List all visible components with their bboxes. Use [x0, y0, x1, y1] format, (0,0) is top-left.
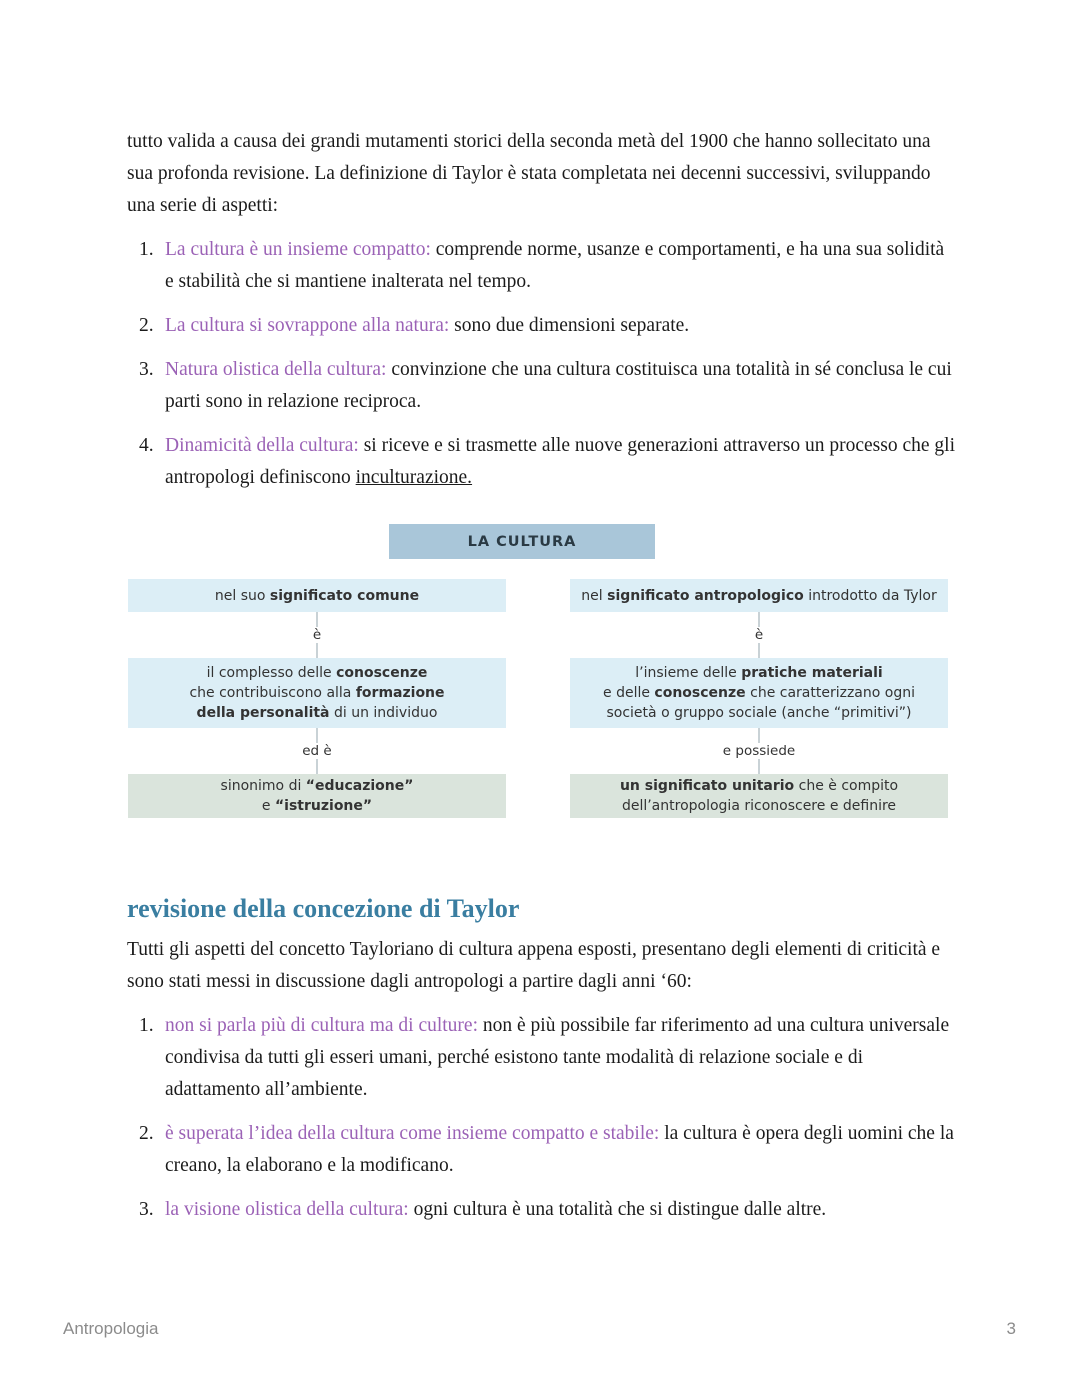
footer-subject: Antropologia: [63, 1319, 159, 1338]
list-number: 2.: [139, 1123, 154, 1144]
text-fragment-bold: della personalità: [196, 705, 330, 721]
right-middle-box: [570, 658, 948, 728]
item-highlight: la visione olistica della cultura:: [165, 1199, 409, 1220]
item-text: sono due dimensioni separate.: [449, 315, 690, 336]
left-connector-1: [128, 612, 506, 658]
text-fragment: il complesso delle: [206, 665, 337, 681]
text-fragment-bold: “istruzione”: [274, 798, 373, 814]
revision-list: [127, 1010, 957, 1226]
right-connector-2: [570, 728, 948, 774]
left-middle-box: [128, 658, 506, 728]
left-bottom-box: [128, 774, 506, 818]
item-highlight: La cultura è un insieme compatto:: [165, 239, 431, 260]
list-number: 1.: [139, 239, 154, 260]
text-fragment-bold: conoscenze: [654, 685, 746, 701]
list-item: [127, 1010, 957, 1106]
page-content: [127, 126, 957, 1238]
item-highlight: è superata l’idea della cultura come insieme compatto e stabile:: [165, 1123, 660, 1144]
connector-label: è: [310, 627, 324, 643]
text-fragment-bold: significato comune: [269, 587, 420, 604]
right-bottom-box: [570, 774, 948, 818]
underlined-term: inculturazione.: [355, 467, 473, 488]
text-fragment: sinonimo di: [220, 778, 306, 794]
text-fragment: dell’antropologia riconoscere e definire: [621, 798, 897, 814]
list-number: 4.: [139, 435, 154, 456]
item-text: comprende norme, usanze e comportamenti, e ha una sua solidità e stabilità che si mantiene inalterata nel tempo.: [165, 239, 945, 292]
list-item: [127, 310, 957, 342]
item-highlight: non si parla più di cultura ma di culture:: [165, 1015, 478, 1036]
list-item: [127, 1118, 957, 1182]
culture-diagram: [127, 524, 957, 854]
list-item: [127, 430, 957, 494]
section-heading: revisione della concezione di Taylor: [127, 894, 520, 923]
text-fragment: e delle: [603, 685, 655, 701]
aspects-list: [127, 234, 957, 494]
intro-paragraph: tutto valida a causa dei grandi mutamenti storici della seconda metà del 1900 che hanno sollecitato una sua profonda revisione. La definizione di Taylor è stata completata nei decenni successivi, sviluppando una serie di aspetti:: [127, 131, 931, 216]
connector-label: e possiede: [720, 743, 798, 759]
item-text: si riceve e si trasmette alle nuove generazioni attraverso un processo che gli antropologi definiscono: [165, 435, 955, 488]
connector-label: è: [752, 627, 766, 643]
list-number: 1.: [139, 1015, 154, 1036]
item-text: non è più possibile far riferimento ad una cultura universale condivisa da tutti gli esseri umani, perché esistono tante modalità di relazione sociale e di adattamento all’ambiente.: [165, 1015, 950, 1100]
text-fragment-bold: “educazione”: [305, 778, 414, 794]
diagram-title: LA CULTURA: [389, 524, 655, 559]
item-highlight: Dinamicità della cultura:: [165, 435, 359, 456]
text-fragment-bold: conoscenze: [336, 665, 428, 681]
page-number: 3: [1006, 1319, 1016, 1338]
list-item: [127, 354, 957, 418]
text-fragment: società o gruppo sociale (anche “primitivi”): [606, 705, 912, 721]
text-fragment-bold: significato antropologico: [607, 587, 804, 604]
item-text: convinzione che una cultura costituisca una totalità in sé conclusa le cui parti sono in relazione reciproca.: [165, 359, 952, 412]
left-connector-2: [128, 728, 506, 774]
text-fragment: di un individuo: [329, 705, 438, 721]
text-fragment-bold: pratiche materiali: [741, 665, 883, 681]
text-fragment: introdotto da Tylor: [803, 587, 937, 604]
text-fragment: e: [261, 798, 275, 814]
left-top-box: [128, 579, 506, 612]
right-top-box: [570, 579, 948, 612]
text-fragment-bold: un significato unitario: [619, 778, 795, 794]
text-fragment: che caratterizzano ogni: [745, 685, 915, 701]
text-fragment: l’insieme delle: [635, 665, 742, 681]
connector-label: ed è: [299, 743, 334, 759]
list-item: [127, 1194, 957, 1226]
text-fragment: nel: [581, 587, 608, 604]
list-item: [127, 234, 957, 298]
text-fragment: nel suo: [214, 587, 270, 604]
list-number: 2.: [139, 315, 154, 336]
revision-paragraph: Tutti gli aspetti del concetto Tayloriano di cultura appena esposti, presentano degli elementi di criticità e sono stati messi in discussione dagli antropologi a partire dagli anni ‘60:: [127, 939, 941, 992]
right-connector-1: [570, 612, 948, 658]
text-fragment: che è compito: [794, 778, 899, 794]
text-fragment: che contribuiscono alla: [189, 685, 356, 701]
list-number: 3.: [139, 359, 154, 380]
item-highlight: La cultura si sovrappone alla natura:: [165, 315, 450, 336]
item-highlight: Natura olistica della cultura:: [165, 359, 387, 380]
list-number: 3.: [139, 1199, 154, 1220]
item-text: la cultura è opera degli uomini che la creano, la elaborano e la modificano.: [165, 1123, 954, 1176]
item-text: ogni cultura è una totalità che si distingue dalle altre.: [408, 1199, 827, 1220]
text-fragment-bold: formazione: [355, 685, 445, 701]
